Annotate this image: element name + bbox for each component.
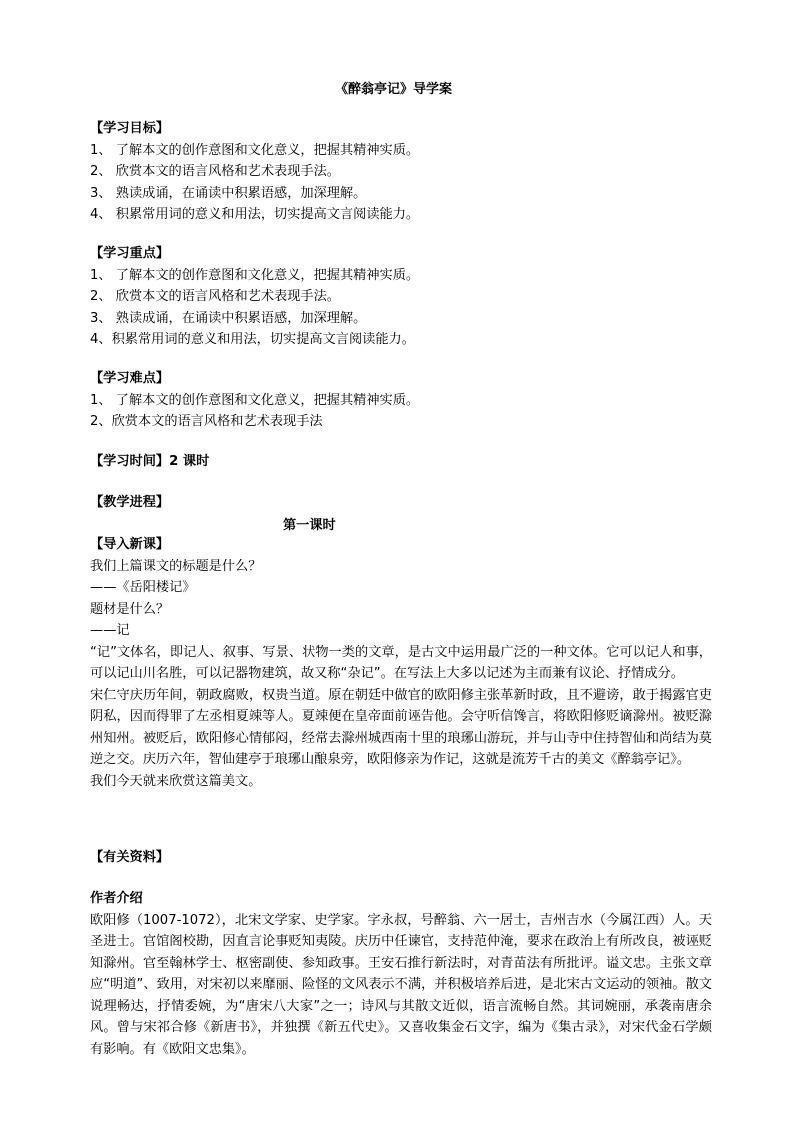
focus-section <box>90 243 712 351</box>
goals-heading: 【学习目标】 <box>90 121 170 136</box>
focus-item: 2、 欣赏本文的语言风格和艺术表现手法。 <box>90 289 340 304</box>
intro-paragraph: “记”文体名，即记人、叙事、写景、状物一类的文章，是古文中运用最广泛的一种文体。它可以记人和事，可以记山川名胜，可以记器物建筑，故又称“杂记”。在写法上大多以记述为主而兼有议论、抒情成分。 <box>90 644 712 681</box>
difficulty-section <box>90 368 712 433</box>
materials-section <box>90 847 712 869</box>
process-heading-section <box>90 492 712 514</box>
goals-item: 4、 积累常用词的意义和用法，切实提高文言阅读能力。 <box>90 207 420 222</box>
time-text: 【学习时间】2 课时 <box>90 454 210 469</box>
history-paragraph: 宋仁守庆历年间，朝政腐败，权贵当道。原在朝廷中做官的欧阳修主张革新时政，且不避谤，敢于揭露官吏阴私，因而得罪了左丞相夏竦等人。夏竦便在皇帝面前诬告他。会守听信馋言，将欧阳修贬谪滁州。被贬滁州知州。被贬后，欧阳修心情郁闷，经常去滁州城西南十里的琅琊山游玩，并与山寺中住持智仙和尚结为莫逆之交。庆历六年，智仙建亭于琅琊山酿泉旁，欧阳修亲为作记，这就是流芳千古的美文《醉翁亭记》。 <box>90 687 712 767</box>
intro-section <box>90 534 712 792</box>
lesson-subheading: 第一课时 <box>283 518 336 533</box>
goals-item: 3、 熟读成诵，在诵读中积累语感，加深理解。 <box>90 185 367 201</box>
document-title: 《醉翁亭记》导学案 <box>335 82 453 97</box>
author-heading: 作者介绍 <box>90 891 143 906</box>
author-section <box>90 888 712 1060</box>
intro-line: 题材是什么？ <box>90 601 170 617</box>
focus-item: 1、 了解本文的创作意图和文化意义，把握其精神实质。 <box>90 267 420 283</box>
intro-line: ——记 <box>90 623 130 638</box>
time-section <box>90 451 712 473</box>
intro-heading: 【导入新课】 <box>90 537 170 552</box>
intro-line: ——《岳阳楼记》 <box>90 580 196 595</box>
intro-closing: 我们今天就来欣赏这篇美文。 <box>90 773 262 789</box>
process-heading: 【教学进程】 <box>90 495 170 510</box>
goals-section <box>90 118 712 226</box>
focus-item: 3、 熟读成诵，在诵读中积累语感，加深理解。 <box>90 310 367 326</box>
goals-item: 2、 欣赏本文的语言风格和艺术表现手法。 <box>90 164 340 179</box>
focus-item: 4、积累常用词的意义和用法，切实提高文言阅读能力。 <box>90 332 415 347</box>
intro-line: 我们上篇课文的标题是什么？ <box>90 558 262 574</box>
goals-item: 1、 了解本文的创作意图和文化意义，把握其精神实质。 <box>90 142 420 158</box>
focus-heading: 【学习重点】 <box>90 246 170 261</box>
difficulty-item: 2、欣赏本文的语言风格和艺术表现手法 <box>90 414 323 429</box>
difficulty-item: 1、 了解本文的创作意图和文化意义，把握其精神实质。 <box>90 392 420 408</box>
materials-heading: 【有关资料】 <box>90 850 170 865</box>
difficulty-heading: 【学习难点】 <box>90 371 170 386</box>
author-paragraph: 欧阳修（1007-1072），北宋文学家、史学家。字永叔，号醉翁、六一居士，吉州吉水（今属江西）人。天圣进士。官馆阁校勘，因直言论事贬知夷陵。庆历中任谏官，支持范仲淹，要求在政治上有所改良，被诬贬知滁州。官至翰林学士、枢密副使、参知政事。王安石推行新法时，对青苗法有所批评。谥文忠。主张文章应“明道”、致用，对宋初以来靡丽、险怪的文风表示不满，并积极培养后进，是北宋古文运动的领袖。散文说理畅达，抒情委婉，为“唐宋八大家”之一；诗风与其散文近似，语言流畅自然。其词婉丽，承袭南唐余风。曾与宋祁合修《新唐书》，并独撰《新五代史》。又喜收集金石文字，编为《集古录》，对宋代金石学颇有影响。有《欧阳文忠集》。 <box>90 912 712 1057</box>
